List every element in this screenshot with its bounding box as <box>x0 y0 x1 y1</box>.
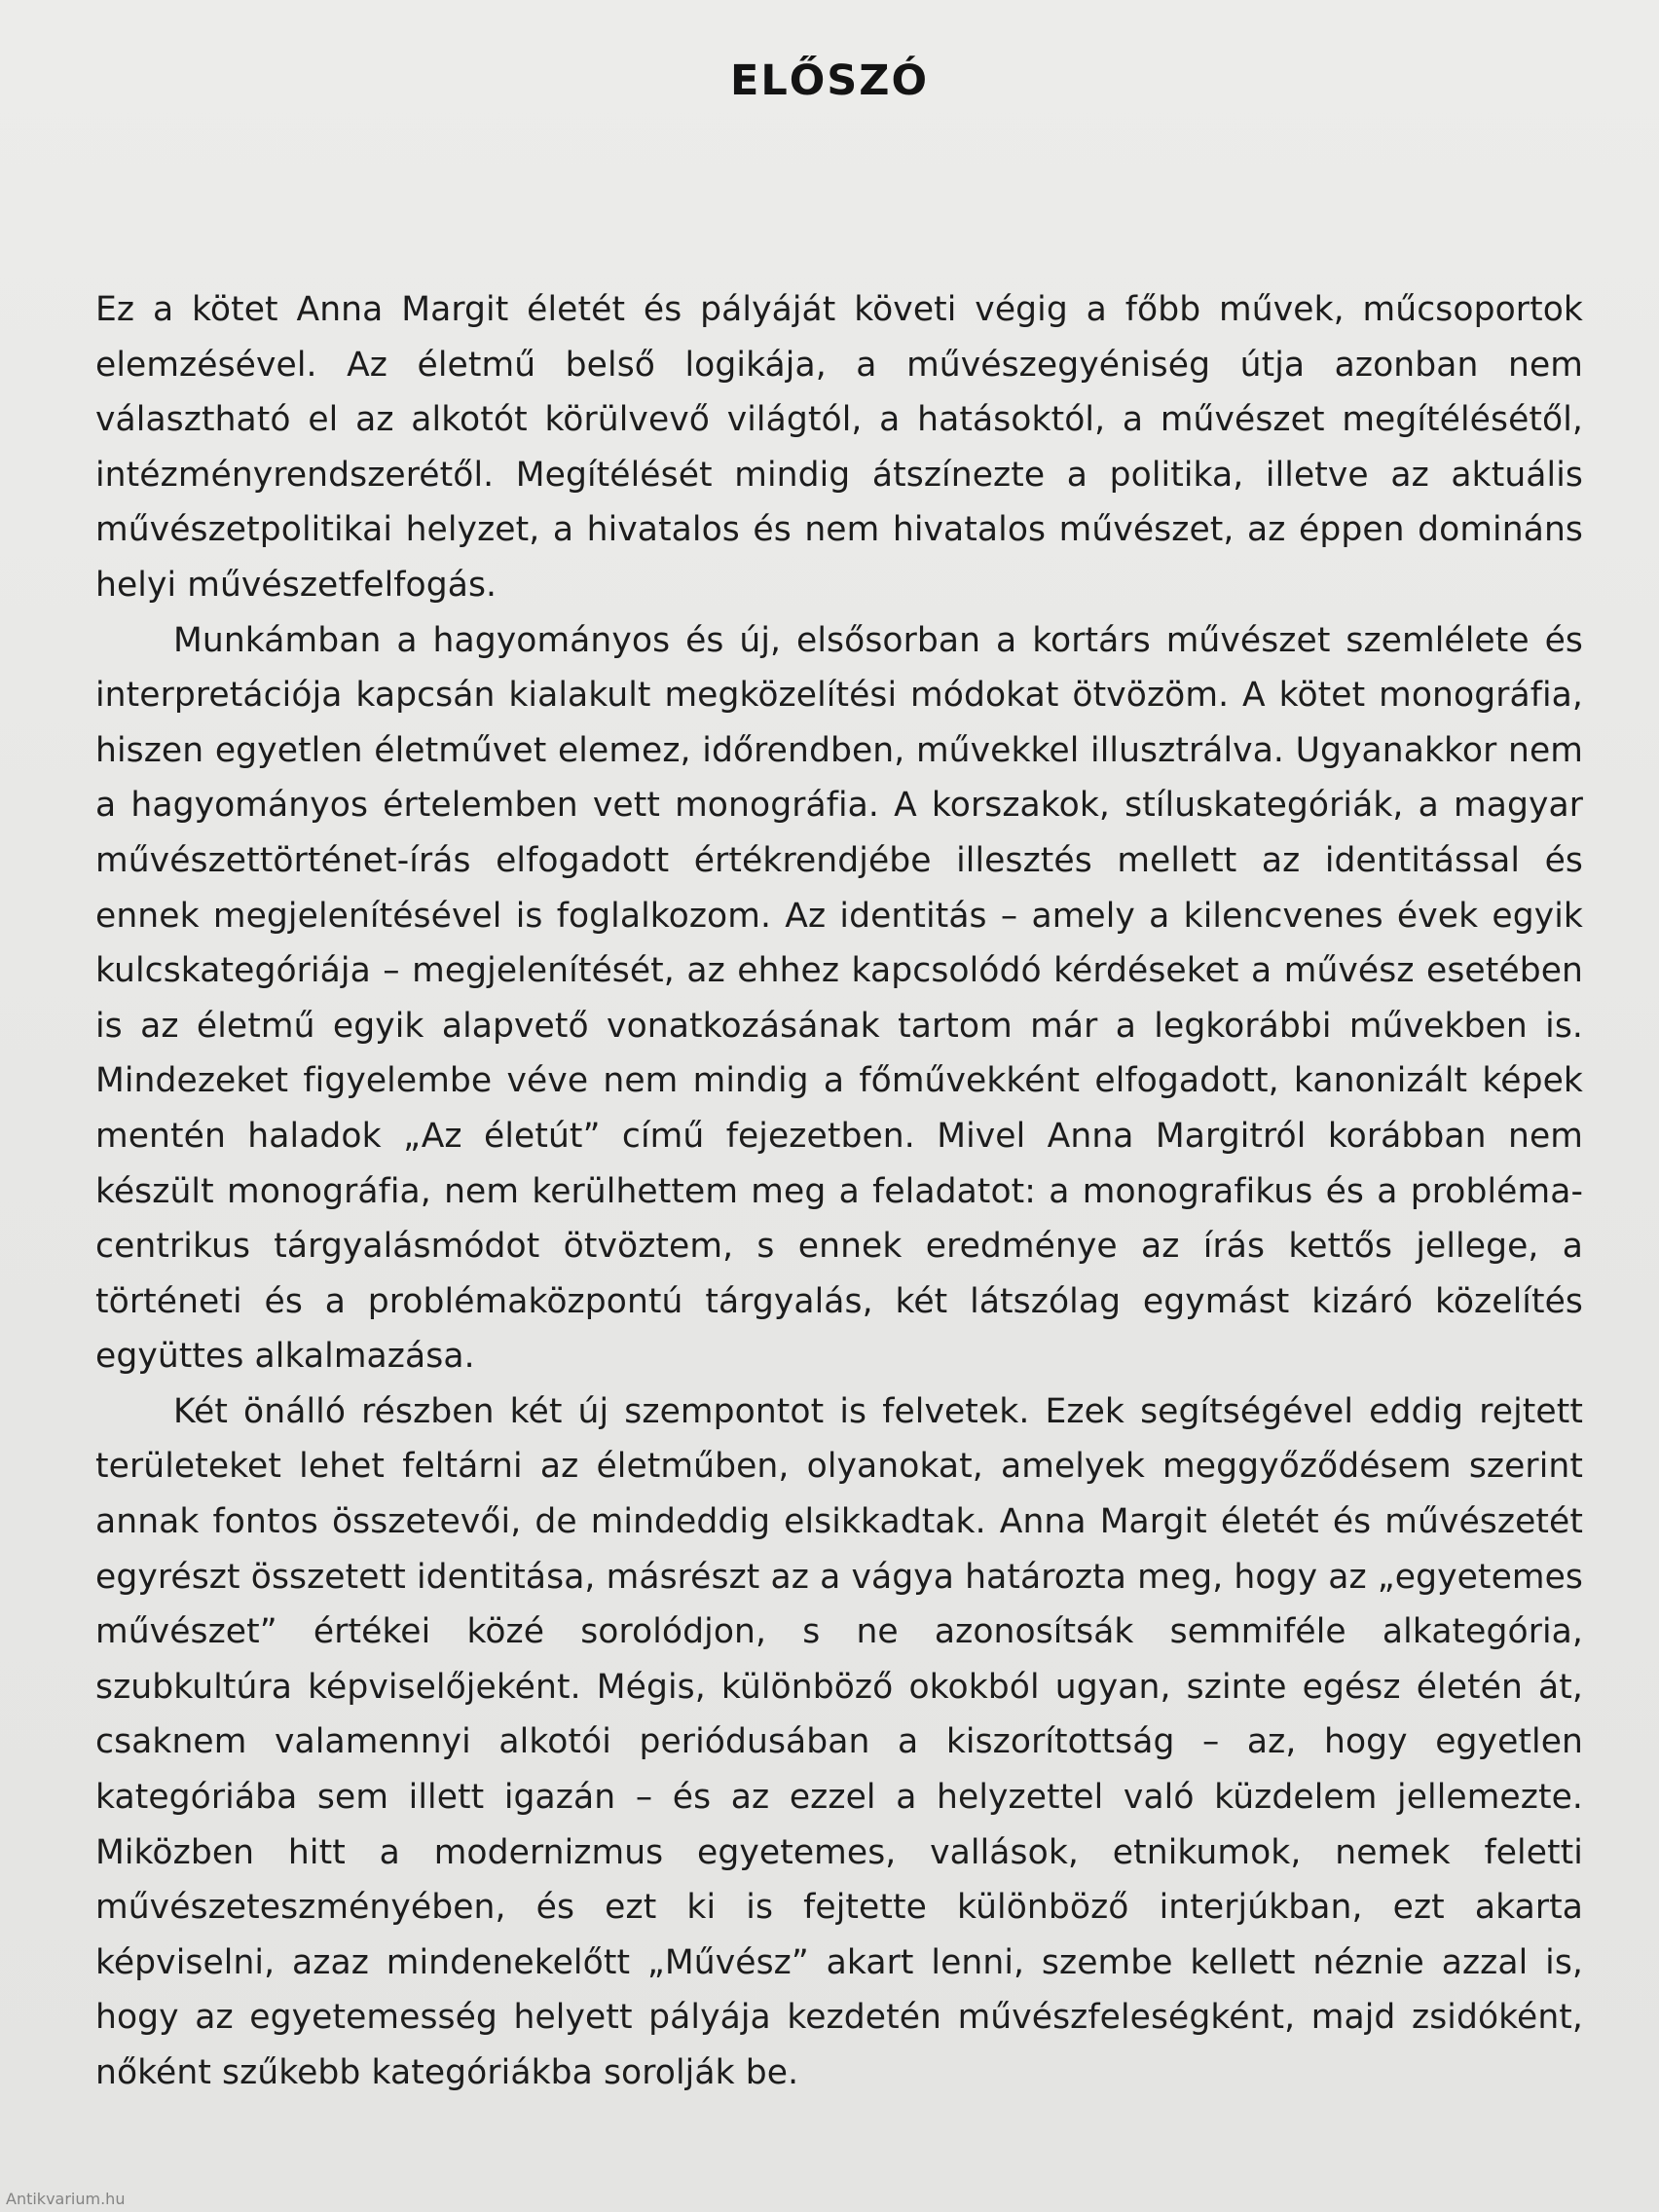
paragraph-1: Ez a kötet Anna Margit életét és pályáját követi végig a főbb művek, műcsoportok elemzésével. Az életmű belső logikája, a művészegyéniség útja azonban nem választható el az alkotót körülvevő világtól, a hatásoktól, a művészet megítélésétől, intézményrendszerétől. Megítélését mindig átszínezte a politika, illetve az aktuális művészetpolitikai helyzet, a hivatalos és nem hivatalos művészet, az éppen domináns helyi művészetfelfogás. <box>95 290 1583 605</box>
body-text <box>95 282 1583 2101</box>
page-title: ELŐSZÓ <box>729 56 930 105</box>
paragraph-3: Két önálló részben két új szempontot is felvetek. Ezek segítségével eddig rejtett területeket lehet feltárni az életműben, olyanokat, amelyek meggyőződésem szerint annak fontos összetevői, de mindeddig elsikkadtak. Anna Margit életét és művészetét egyrészt összetett identitása, másrészt az a vágya határozta meg, hogy az „egyetemes művészet” értékei közé sorolódjon, s ne azonosítsák semmiféle alkategória, szubkultúra képviselőjeként. Mégis, különböző okokból ugyan, szinte egész életén át, csaknem valamennyi alkotói periódusában a kiszorítottság – az, hogy egyetlen kategóriába sem illett igazán – és az ezzel a helyzettel való küzdelem jellemezte. Miközben hitt a modernizmus egyetemes, vallások, etnikumok, nemek feletti művészeteszményében, és ezt ki is fejtette különböző interjúkban, ezt akarta képviselni, azaz mindenekelőtt „Művész” akart lenni, szembe kellett néznie azzal is, hogy az egyetemesség helyett pályája kezdetén művészfeleségként, majd zsidóként, nőként szűkebb kategóriákba sorolják be. <box>95 1391 1583 2092</box>
paragraph-2: Munkámban a hagyományos és új, elsősorban a kortárs művészet szemlélete és interpretációja kapcsán kialakult megközelítési módokat ötvözöm. A kötet monográfia, hiszen egyetlen életművet elemez, időrendben, művekkel illusztrálva. Ugyanakkor nem a hagyományos értelemben vett monográfia. A korszakok, stíluskategóriák, a magyar művészettörténet-írás elfogadott értékrendjébe illesztés mellett az identitással és ennek megjelenítésével is foglalkozom. Az identitás – amely a kilencvenes évek egyik kulcskategóriája – megjelenítését, az ehhez kapcsolódó kérdéseket a művész esetében is az életmű egyik alapvető vonatkozásának tartom már a legkorábbi művekben is. Mindezeket figyelembe véve nem mindig a főművekként elfogadott, kanonizált képek mentén haladok „Az életút” című fejezetben. Mivel Anna Margitról korábban nem készült monográfia, nem kerülhettem meg a feladatot: a monografikus és a probléma-centrikus tárgyalásmódot ötvöztem, s ennek eredménye az írás kettős jellege, a történeti és a problémaközpontú tárgyalás, két látszólag egymást kizáró közelítés együttes alkalmazása. <box>95 620 1583 1377</box>
watermark: Antikvarium.hu <box>6 2190 126 2208</box>
